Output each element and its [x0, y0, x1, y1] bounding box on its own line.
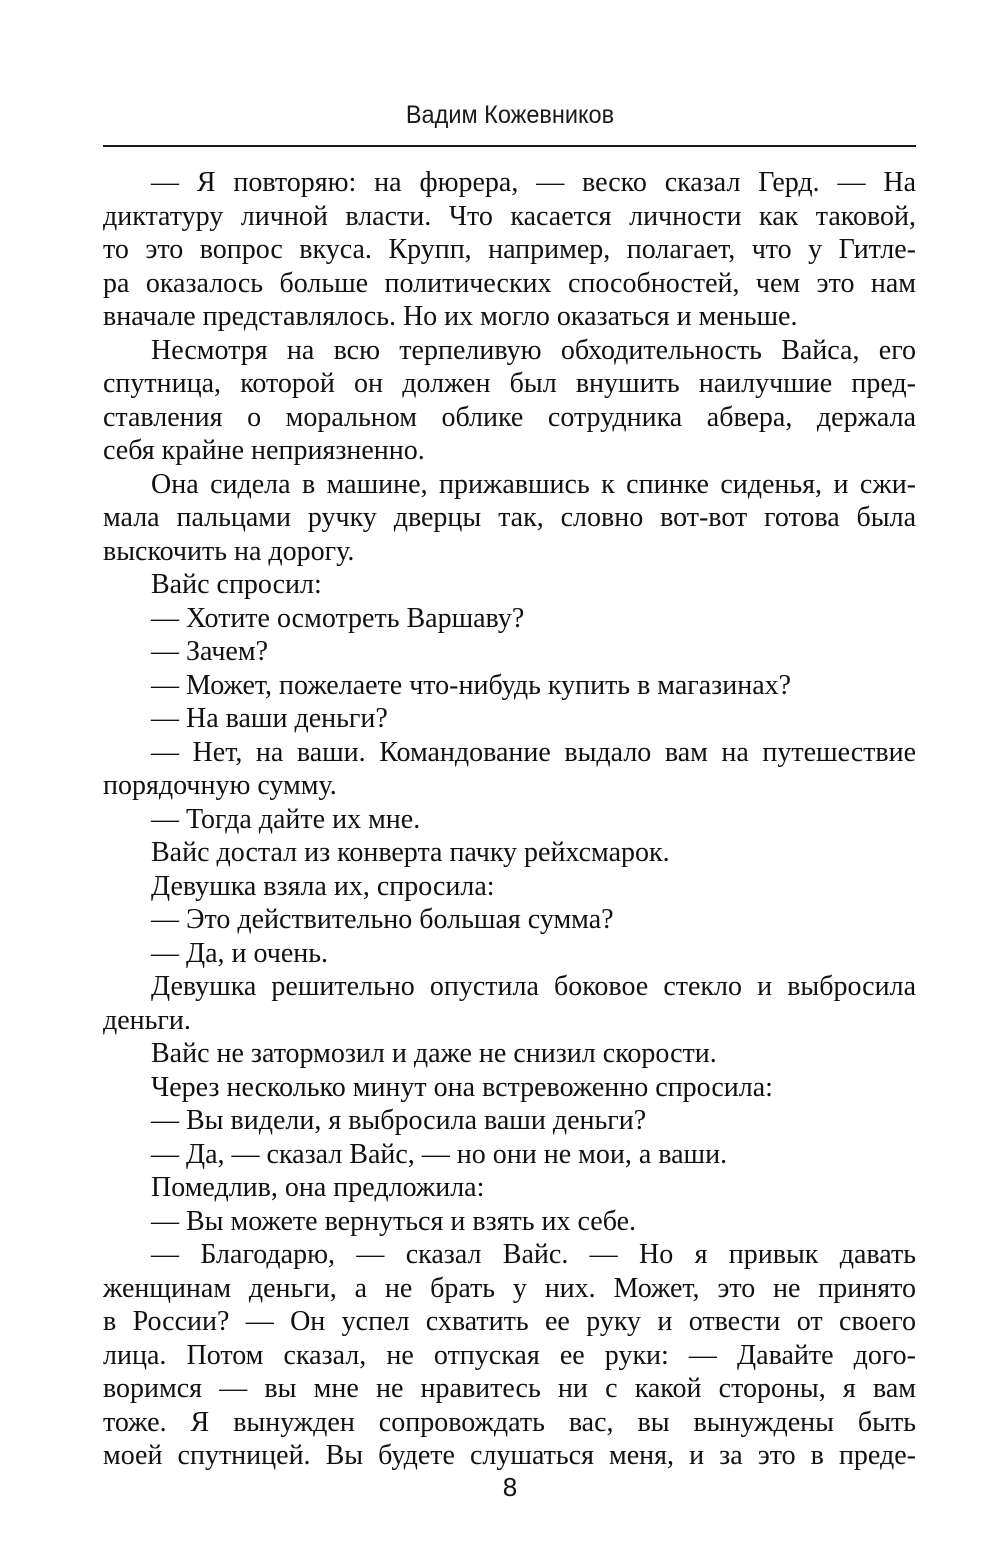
- text-line: тоже. Я вынужден сопровождать вас, вы вынуждены быть: [103, 1406, 916, 1438]
- text-line: порядочную сумму.: [103, 770, 337, 801]
- text-line: Через несколько минут она встревоженно спросила:: [151, 1071, 773, 1103]
- text-line: — Благодарю, — сказал Вайс. — Но я привык давать: [151, 1239, 916, 1270]
- header-rule: [103, 145, 916, 147]
- text-line: ставления о моральном облике сотрудника абвера, держала: [103, 401, 916, 433]
- text-line: — Да, и очень.: [151, 937, 329, 969]
- text-line: — Вы можете вернуться и взять их себе.: [151, 1205, 636, 1237]
- text-line: — Может, пожелаете что-нибудь купить в магазинах?: [151, 669, 792, 701]
- text-line: то это вопрос вкуса. Крупп, например, полагает, что у Гитле-: [103, 234, 916, 265]
- text-line: — Тогда дайте их мне.: [151, 803, 421, 835]
- text-line: Вайс спросил:: [151, 569, 322, 600]
- text-line: — На ваши деньги?: [151, 703, 388, 734]
- text-line: женщинам деньги, а не брать у них. Может, это не принято: [103, 1272, 916, 1304]
- text-line: — Я повторяю: на фюрера, — веско сказал Герд. — На: [151, 167, 916, 198]
- text-line: мала пальцами ручку дверцы так, словно вот-вот готова была: [103, 502, 916, 533]
- text-line: Вайс достал из конверта пачку рейхсмарок.: [151, 837, 670, 868]
- text-line: ра оказалось больше политических способностей, чем это нам: [103, 267, 916, 299]
- text-line: вначале представлялось. Но их могло оказаться и меньше.: [103, 301, 798, 332]
- text-line: Девушка взяла их, спросила:: [151, 870, 495, 902]
- text-line: — Да, — сказал Вайс, — но они не мои, а ваши.: [151, 1138, 728, 1170]
- text-line: Девушка решительно опустила боковое стекло и выбросила: [151, 971, 916, 1002]
- text-line: воримся — вы мне не нравитесь ни с какой стороны, я вам: [103, 1373, 916, 1404]
- text-line: Вайс не затормозил и даже не снизил скорости.: [151, 1038, 717, 1069]
- text-line: Помедлив, она предложила:: [151, 1172, 485, 1203]
- body-text: [103, 166, 916, 1473]
- text-line: спутница, которой он должен был внушить наилучшие пред-: [103, 368, 916, 399]
- text-line: себя крайне неприязненно.: [103, 435, 425, 466]
- running-head: Вадим Кожевников: [405, 101, 615, 129]
- text-line: диктатуру личной власти. Что касается личности как таковой,: [103, 200, 916, 232]
- page-number: 8: [502, 1472, 518, 1502]
- text-line: — Зачем?: [151, 636, 268, 667]
- text-line: выскочить на дорогу.: [103, 535, 355, 567]
- text-line: — Это действительно большая сумма?: [151, 904, 614, 935]
- text-line: Несмотря на всю терпеливую обходительность Вайса, его: [151, 334, 916, 366]
- text-line: лица. Потом сказал, не отпуская ее руки: — Давайте дого-: [103, 1339, 916, 1371]
- text-line: — Вы видели, я выбросила ваши деньги?: [151, 1105, 647, 1136]
- text-line: Она сидела в машине, прижавшись к спинке сиденья, и сжи-: [151, 468, 916, 500]
- text-line: в России? — Он успел схватить ее руку и отвести от своего: [103, 1306, 916, 1337]
- text-line: — Хотите осмотреть Варшаву?: [151, 602, 525, 634]
- text-line: моей спутницей. Вы будете слушаться меня, и за это в преде-: [103, 1440, 916, 1471]
- text-line: — Нет, на ваши. Командование выдало вам на путешествие: [151, 736, 916, 768]
- text-line: деньги.: [103, 1004, 191, 1036]
